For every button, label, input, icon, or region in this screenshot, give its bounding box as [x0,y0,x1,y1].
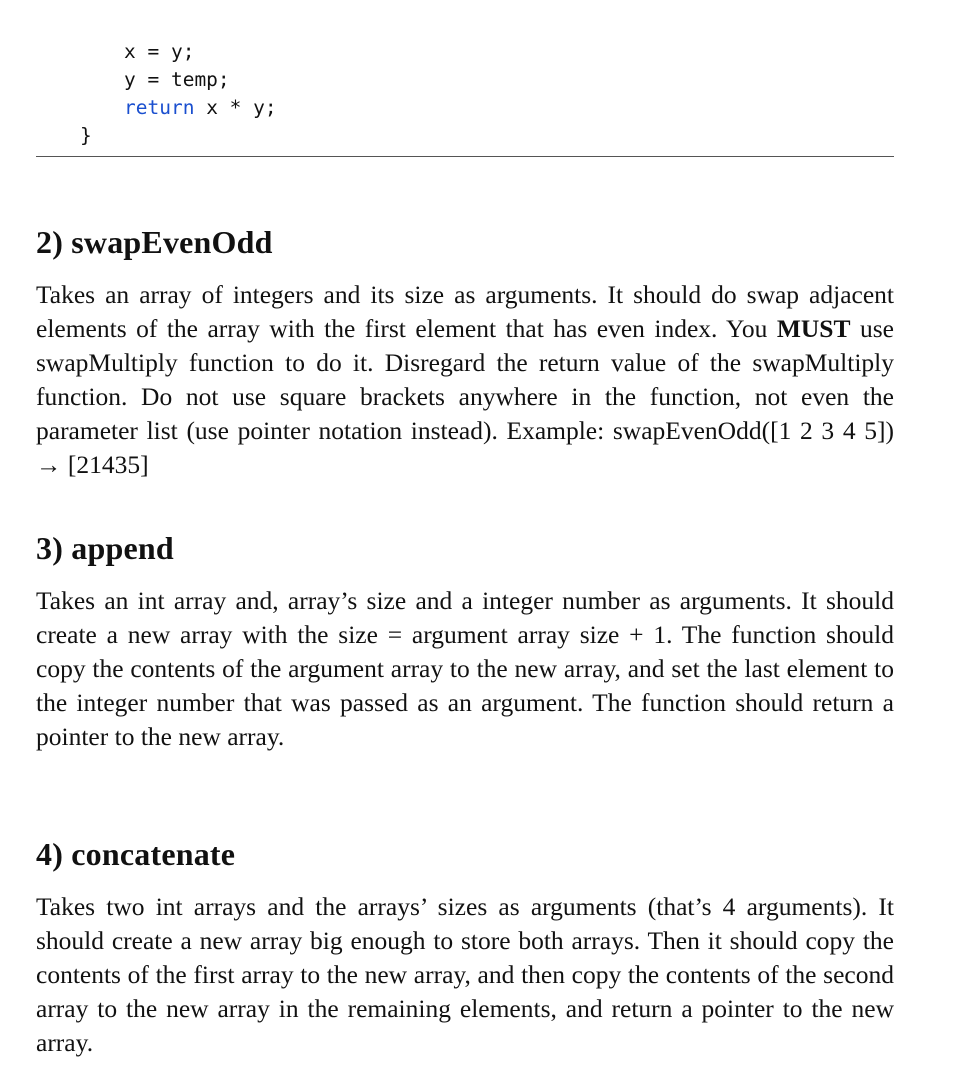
body-text: use swapMultiply function to do it. Disregard the return value of the swapMultiply function. Do not use square brackets anywhere in the function, not even the parameter list (use pointer notation instead). Example: swapEvenOdd([1 2 3 4 5]) → [21435] [36,314,894,479]
section-body [36,278,894,482]
code-closing-brace: } [80,124,92,147]
section-heading: 4) concatenate [36,836,236,872]
body-text: Takes an array of integers and its size as arguments. It should do swap adjacent elements of the array with the first element that has even index. You [36,280,894,343]
code-line [0,94,277,122]
section-heading: 3) append [36,530,174,566]
section-swap-even-odd [36,222,894,482]
section-append [36,528,894,754]
code-line: x = y; [124,40,195,63]
section-concatenate [36,834,894,1060]
code-snippet [0,38,277,150]
section-body: Takes an int array and, array’s size and a integer number as arguments. It should create a new array with the size = argument array size + 1. The function should copy the contents of the argument array to the new array, and set the last element to the integer number that was passed as an argument. The function should return a pointer to the new array. [36,586,894,751]
code-keyword: return [124,96,195,119]
code-text: x * y; [194,96,277,119]
section-body: Takes two int arrays and the arrays’ sizes as arguments (that’s 4 arguments). It should create a new array big enough to store both arrays. Then it should copy the contents of the first array to the new array, and then copy the contents of the second array to the new array in the remaining elements, and return a pointer to the new array. [36,892,894,1057]
code-line: y = temp; [124,68,230,91]
horizontal-rule [36,156,894,157]
section-heading: 2) swapEvenOdd [36,224,273,260]
emphasis-text: MUST [776,314,851,343]
